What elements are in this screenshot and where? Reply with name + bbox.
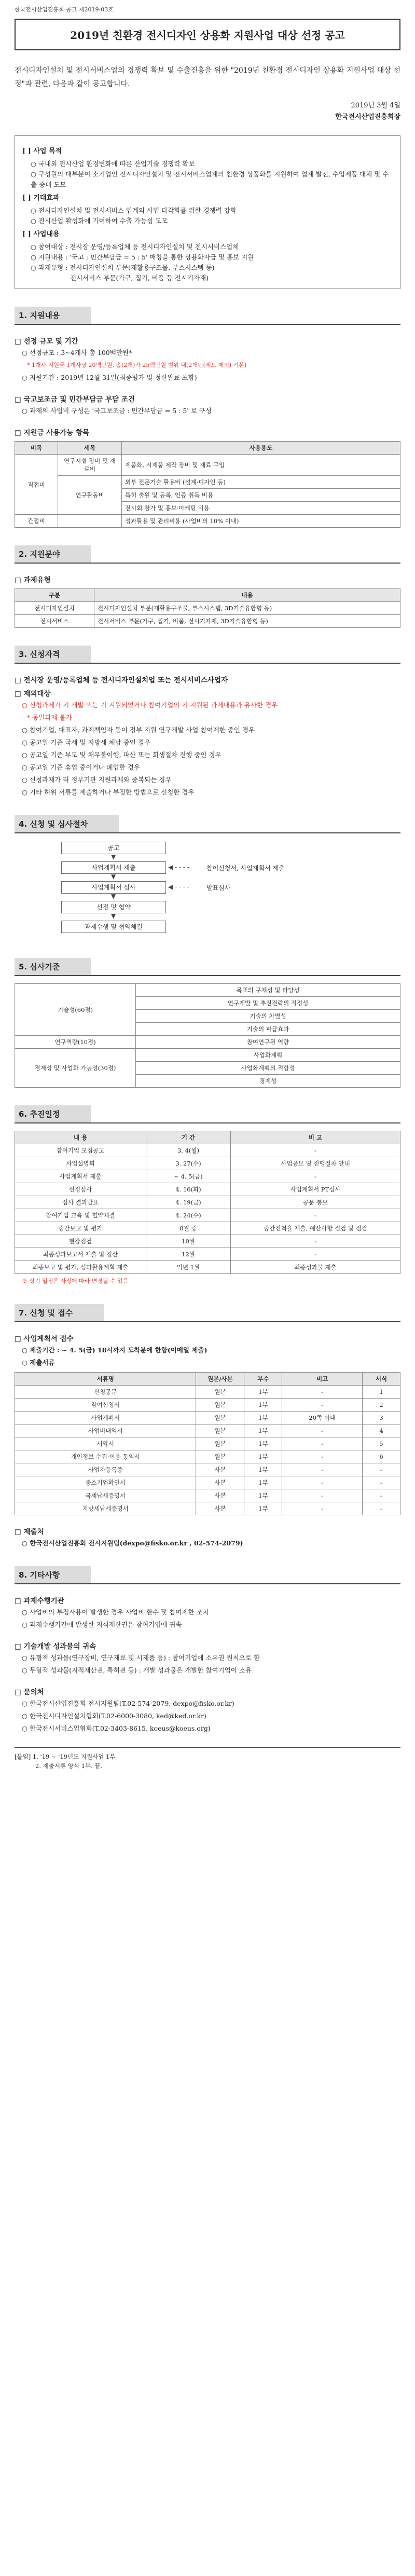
subheading: □ 문의처	[15, 1688, 44, 1696]
text-line: ○ 신청과제가 기 개발 또는 기 지원되었거나 참여기업의 기 지원된 과제내용과 유사한 경우	[22, 701, 278, 709]
text-line: ○ 과제수행기간에 발생한 지식재산권은 참여기업에 귀속	[22, 1621, 182, 1628]
table-cell: 전시디자인설치 부문(재활용구조물, 부스시스템, 3D기술융합형 등)	[94, 602, 400, 615]
summary-line: 전시서비스 부문(가구, 집기, 비품 등 전시기자재)	[70, 274, 209, 282]
table-cell: 사업화계획의 적합성	[136, 1062, 400, 1075]
table-cell: -	[363, 1463, 400, 1476]
contact-line: ○ 한국전시서비스업협회(T.02-3403-8615, koeus@koeus.org)	[22, 1724, 211, 1732]
table-row	[15, 476, 400, 489]
flow-side-note: 참여신청서, 사업계획서 제출	[206, 865, 285, 872]
table-row	[15, 1261, 400, 1274]
table-cell: -	[282, 1476, 363, 1489]
issuer: 한국전시산업진흥회장	[335, 113, 400, 121]
table-cell: 3. 27(수)	[146, 1157, 231, 1170]
column-header: 부수	[244, 1373, 282, 1386]
table-cell: 연구역량(10점)	[15, 1036, 136, 1049]
section-heading-7	[15, 1304, 400, 1322]
table-cell: 제품화, 시제품 제작 장비 및 재료 구입	[122, 455, 400, 476]
summary-line: ○ 전시디자인설치 및 전시서비스 업계의 사업 다각화를 위한 경쟁력 강화	[31, 207, 237, 214]
table-cell: 8월 중	[146, 1222, 231, 1235]
table-cell: 12월	[146, 1248, 231, 1261]
table-cell: -	[282, 1489, 363, 1502]
table-cell: 최종성과물 제출	[231, 1261, 400, 1274]
table-cell: 원본	[196, 1386, 244, 1399]
column-header: 내용	[94, 589, 400, 602]
table-cell: 기술성(60점)	[15, 984, 136, 1036]
column-header: 내 용	[15, 1131, 146, 1144]
table-cell: 연구활동비	[58, 476, 122, 515]
column-header: 비고	[282, 1373, 363, 1386]
section-heading-6	[15, 1105, 400, 1123]
table-cell: 목표의 구체성 및 타당성	[136, 984, 400, 997]
table-cell: -	[282, 1437, 363, 1450]
section-heading-3	[15, 646, 400, 664]
summary-heading-effect: [ ] 기대효과	[22, 194, 60, 202]
text-line: ○ 사업비의 부정사용이 발생한 경우 사업비 환수 및 참여제한 조치	[22, 1608, 209, 1616]
flow-step: 사업계획서 제출	[61, 861, 166, 874]
table-cell: 5	[363, 1437, 400, 1450]
summary-line: ○ 지원내용 : '국고 : 민간부담금 = 5 : 5' 매칭을 통한 상용화자금 및 홍보 지원	[31, 253, 254, 261]
table-cell: 4. 24(수)	[146, 1209, 231, 1222]
table-cell: 8. 기타사항	[15, 1566, 91, 1583]
table-cell: 경제성 및 사업화 가능성(30점)	[15, 1049, 136, 1088]
table-cell: 현장점검	[15, 1235, 146, 1248]
table-cell: 간접비	[15, 515, 58, 528]
table-cell: 중간보고 및 평가	[15, 1222, 146, 1235]
subheading: □ 과제수행기관	[15, 1597, 64, 1605]
table-cell: 참여연구원 역량	[136, 1036, 400, 1049]
text-line: ○ 유형적 성과물(연구장비, 연구재료 및 시제품 등) : 참여기업에 소유권 원칙으로 함	[22, 1654, 260, 1662]
schedule-note: ※ 상기 일정은 사정에 따라 변경될 수 있음	[22, 1278, 129, 1284]
subheading: □ 제외대상	[15, 690, 51, 698]
table-cell: 전시디자인설치	[15, 602, 94, 615]
table-row	[15, 1437, 400, 1450]
table-cell: 지방세납세증명서	[15, 1502, 196, 1515]
table-cell: 3	[363, 1412, 400, 1424]
table-cell: 외부 전문기술 활용비 (설계·디자인 등)	[122, 476, 400, 489]
table-cell: 4. 16(화)	[146, 1183, 231, 1196]
table-row	[15, 1209, 400, 1222]
table-cell: 5. 심사기준	[15, 958, 91, 975]
table-cell: 1부	[244, 1399, 282, 1412]
table-row	[15, 1157, 400, 1170]
subheading: □ 선정 규모 및 기간	[15, 337, 78, 346]
table-cell: 사본	[196, 1463, 244, 1476]
summary-box	[15, 135, 400, 289]
contact-line: ○ 한국전시산업진흥회 전시지원팀(T.02-574-2079, dexpo@fisko.or.kr)	[22, 1700, 234, 1707]
table-cell: 전시서비스	[15, 615, 94, 628]
table-row	[15, 984, 400, 997]
table-cell: 6. 추진일정	[15, 1105, 91, 1122]
section-heading-4	[15, 815, 400, 833]
table-cell: -	[231, 1170, 400, 1183]
table-cell: 참여기업 모집공고	[15, 1144, 146, 1157]
flow-step: 선정 및 협약	[61, 901, 166, 913]
summary-line: ○ 국내외 전시산업 환경변화에 따른 산업기술 경쟁력 확보	[31, 160, 195, 168]
table-row	[15, 1049, 400, 1062]
notice-document	[15, 0, 400, 1771]
column-header: 구분	[15, 589, 94, 602]
subheading: □ 사업계획서 접수	[15, 1335, 74, 1343]
table-cell: 공문 통보	[231, 1196, 400, 1209]
table-row	[15, 515, 400, 528]
table-cell: 신청공문	[15, 1386, 196, 1399]
evaluation-criteria-table	[15, 983, 400, 1088]
table-cell: -	[282, 1386, 363, 1399]
table-cell: 기술의 파급효과	[136, 1023, 400, 1036]
summary-line: ○ 전시산업 활성화에 기여하여 수출 가능성 도모	[31, 217, 168, 225]
table-row	[15, 1424, 400, 1437]
table-cell: 7. 신청 및 접수	[15, 1304, 104, 1321]
table-row	[15, 455, 400, 476]
schedule-table	[15, 1131, 400, 1274]
table-cell: 3. 신청자격	[15, 646, 91, 663]
note-line: * 1개사 지원금 1개사당 20백만원, 총(2개)가 25백만원 범위 내(2개년(세트 제외) 기본)	[27, 362, 247, 368]
text-line: ○ 참여기업, 대표자, 과제책임자 등이 정부 지원 연구개발 사업 참여제한 중인 경우	[22, 726, 255, 734]
intro-paragraph: 전시디자인설치 및 전시서비스업의 경쟁력 확보 및 수출진흥을 위한 "2019년 친환경 전시디자인 상용화 지원사업 대상 선정"과 관련, 다음과 같이 공고합니다.	[15, 66, 400, 88]
table-cell: 사업화계획	[136, 1049, 400, 1062]
column-header: 서류명	[15, 1373, 196, 1386]
section-heading-2	[15, 545, 400, 564]
table-cell: 1부	[244, 1463, 282, 1476]
table-cell: -	[231, 1209, 400, 1222]
flow-step: 사업계획서 심사	[61, 881, 166, 894]
table-cell: 참여신청서	[15, 1399, 196, 1412]
table-row	[15, 1463, 400, 1476]
table-row	[15, 1144, 400, 1157]
table-cell: -	[282, 1502, 363, 1515]
table-cell: 사업계획서	[15, 1412, 196, 1424]
table-cell: 성과활용 및 관리비용 (사업비의 10% 이내)	[122, 515, 400, 528]
text-line: ○ 신청과제가 타 정부기관 지원과제와 중복되는 경우	[22, 776, 172, 784]
table-cell: 국세납세증명서	[15, 1489, 196, 1502]
text-line: ○ 무형적 성과물(지적재산권, 특허권 등) : 개발 성과물은 개발한 참여기업이 소유	[22, 1666, 252, 1674]
table-cell: 사본	[196, 1489, 244, 1502]
documents-table	[15, 1372, 400, 1515]
table-cell: 4	[363, 1424, 400, 1437]
table-header-row	[15, 589, 400, 602]
note-line: * 동일과제 불가	[27, 714, 72, 721]
summary-line: ○ 구성원의 대부분이 소기업인 전시디자인설치 및 전시서비스업계의 친환경 상품화를 지원하여 업계 발전, 수입제품 대체 및 수출 증대 도모	[31, 170, 389, 188]
table-row	[15, 1235, 400, 1248]
summary-line: ○ 과제유형 : 전시디자인설치 부문(재활용구조물, 부스시스템 등)	[31, 264, 215, 271]
contact-line: ○ 한국전시디자인설치협회(T.02-6000-3080, ked@ked.or.kr)	[22, 1712, 206, 1720]
table-header-row	[15, 442, 400, 455]
project-type-table	[15, 588, 400, 628]
table-row	[15, 1489, 400, 1502]
text-line: ○ 공고일 기준 국세 및 지방세 체납 중인 경우	[22, 738, 150, 746]
table-cell: -	[231, 1248, 400, 1261]
attachment-line: 2. 제출서류 양식 1부. 끝.	[35, 1762, 103, 1770]
table-cell: 심사 결과발표	[15, 1196, 146, 1209]
table-cell: 10월	[146, 1235, 231, 1248]
down-arrow-icon: ▼	[111, 873, 116, 880]
table-cell	[58, 515, 122, 528]
table-row	[15, 1476, 400, 1489]
flow-step: 공고	[61, 842, 166, 854]
text-line: ○ 기타 허위 서류를 제출하거나 부정한 방법으로 신청한 경우	[22, 788, 195, 796]
table-cell: 연구개발 및 추진전략의 적정성	[136, 997, 400, 1010]
table-cell: 익년 1월	[146, 1261, 231, 1274]
table-cell: 6	[363, 1450, 400, 1463]
table-cell: -	[363, 1489, 400, 1502]
summary-heading-content: [ ] 사업내용	[22, 230, 60, 238]
text-line: ○ 공고일 기준 휴업 중이거나 폐업한 경우	[22, 763, 140, 771]
table-row	[15, 1222, 400, 1235]
subheading: □ 국고보조금 및 민간부담금 부담 조건	[15, 395, 135, 404]
subheading: □ 기술개발 성과물의 귀속	[15, 1642, 96, 1651]
table-row	[15, 1386, 400, 1399]
text-line: ○ 제출서류	[22, 1359, 55, 1366]
table-row	[15, 1502, 400, 1515]
right-arrow-icon: ◀ - - - -	[168, 864, 189, 871]
table-cell: -	[231, 1235, 400, 1248]
table-cell: 사업비내역서	[15, 1424, 196, 1437]
down-arrow-icon: ▼	[111, 853, 116, 860]
table-cell: 원본	[196, 1399, 244, 1412]
table-cell: 최종성과보고서 제출 및 정산	[15, 1248, 146, 1261]
submission-contact: ○ 한국전시산업진흥회 전시지원팀(dexpo@fisko.or.kr , 02-574-2079)	[22, 1539, 243, 1547]
table-cell: 사업 목적	[33, 147, 62, 155]
text-line: ○ 공고일 기준 부도 및 채무불이행, 파산 또는 회생절차 진행 중인 경우	[22, 751, 222, 759]
table-cell: 사업계획서 PT심사	[231, 1183, 400, 1196]
table-cell: 1부	[244, 1437, 282, 1450]
table-cell: 기술의 차별성	[136, 1010, 400, 1023]
text-line: ○ 선정규모 : 3~4개사 총 100백만원*	[22, 349, 132, 357]
table-cell: 1부	[244, 1476, 282, 1489]
table-cell: 참여기업 교육 및 협약체결	[15, 1209, 146, 1222]
table-cell: 사업설명회	[15, 1157, 146, 1170]
table-cell: 경제성	[136, 1075, 400, 1088]
text-line: ○ 지원기간 : 2019년 12월 31일(최종평가 및 정산완료 포함)	[22, 374, 197, 381]
section-heading-8	[15, 1566, 400, 1584]
table-cell: 1부	[244, 1502, 282, 1515]
subheading: □ 전시장 운영/등록업체 등 전시디자인설치업 또는 전시서비스사업자	[15, 676, 228, 684]
table-cell: 원본	[196, 1424, 244, 1437]
table-cell: 2. 지원분야	[15, 545, 91, 563]
table-cell: 1부	[244, 1489, 282, 1502]
attachments-footer	[15, 1747, 400, 1771]
table-cell: 사본	[196, 1476, 244, 1489]
summary-heading-purpose: [ ] 사업 목적	[22, 147, 62, 155]
table-cell: 20쪽 이내	[282, 1412, 363, 1424]
document-reference: 한국전시산업진흥회 공고 제2019-03호	[15, 6, 114, 13]
table-cell: ~ 4. 5(금)	[146, 1170, 231, 1183]
table-cell: 사업자등록증	[15, 1463, 196, 1476]
table-cell: -	[363, 1476, 400, 1489]
table-cell: 1. 지원내용	[15, 307, 91, 324]
table-cell: 사업내용	[33, 230, 60, 238]
table-cell: 1부	[244, 1386, 282, 1399]
table-cell: 전시회 참가 및 홍보·마케팅 비용	[122, 502, 400, 515]
table-cell: 1부	[244, 1424, 282, 1437]
table-row	[15, 1412, 400, 1424]
section-heading-5	[15, 958, 400, 976]
flow-side-note: 발표심사	[206, 884, 231, 892]
table-row	[15, 1248, 400, 1261]
table-row	[15, 1183, 400, 1196]
table-row	[15, 602, 400, 615]
table-cell: 1부	[244, 1450, 282, 1463]
table-cell: 기대효과	[33, 194, 60, 202]
table-cell: 특허 출원 및 등록, 인증 취득 비용	[122, 489, 400, 502]
table-cell: 개인정보 수집·이용 동의서	[15, 1450, 196, 1463]
table-cell: 직접비	[15, 455, 58, 515]
table-cell: 원본	[196, 1412, 244, 1424]
text-line: ○ 제출기간 : ~ 4. 5(금) 18시까지 도착분에 한함(이메일 제출)	[22, 1346, 208, 1354]
table-cell: 연구시설 장비 및 재료비	[58, 455, 122, 476]
column-header: 비목	[15, 442, 58, 455]
attachment-line: [붙임] 1. '19 ~ '19년도 지원사업 1부	[15, 1753, 116, 1760]
down-arrow-icon: ▼	[111, 912, 116, 920]
table-cell: 4. 19(금)	[146, 1196, 231, 1209]
table-row	[15, 1196, 400, 1209]
table-cell: 사업공모 및 진행절차 안내	[231, 1157, 400, 1170]
subheading: □ 과제유형	[15, 576, 51, 584]
table-cell: 2	[363, 1399, 400, 1412]
table-cell: -	[363, 1502, 400, 1515]
table-cell: 사업계획서 제출	[15, 1170, 146, 1183]
table-cell: -	[282, 1463, 363, 1476]
table-cell: -	[282, 1424, 363, 1437]
table-cell: 전시서비스 부문(가구, 집기, 비품, 전시기자재, 3D기술융합형 등)	[94, 615, 400, 628]
column-header: 서식	[363, 1373, 400, 1386]
table-cell: 사본	[196, 1502, 244, 1515]
table-cell: 중소기업확인서	[15, 1476, 196, 1489]
table-cell: 최종보고 및 평가, 성과활용계획 제출	[15, 1261, 146, 1274]
summary-line: ○ 참여대상 : 전시장 운영/등록업체 등 전시디자인설치 및 전시서비스업체	[31, 243, 239, 251]
text-line: ○ 과제의 사업비 구성은 '국고보조금 : 민간부담금 = 5 : 5' 로 구성	[22, 407, 212, 415]
table-row	[15, 1170, 400, 1183]
process-flowchart	[15, 842, 400, 940]
table-cell: -	[282, 1399, 363, 1412]
table-row	[15, 1399, 400, 1412]
table-row	[15, 615, 400, 628]
table-cell: 선정심사	[15, 1183, 146, 1196]
table-cell: 원본	[196, 1437, 244, 1450]
subheading: □ 지원금 사용가능 항목	[15, 429, 90, 437]
column-header: 비 고	[231, 1131, 400, 1144]
flow-step: 과제수행 및 협약체결	[61, 921, 166, 933]
table-cell: 1부	[244, 1412, 282, 1424]
table-row	[15, 1036, 400, 1049]
column-header: 세목	[58, 442, 122, 455]
page-title: 2019년 친환경 전시디자인 상용화 지원사업 대상 선정 공고	[15, 19, 400, 50]
table-cell: -	[231, 1144, 400, 1157]
down-arrow-icon: ▼	[111, 893, 116, 900]
table-cell: 원본	[196, 1450, 244, 1463]
table-row	[15, 1450, 400, 1463]
budget-table	[15, 441, 400, 528]
table-cell: 중간진척율 제출, 예산사항 점검 및 점검	[231, 1222, 400, 1235]
table-cell: -	[282, 1450, 363, 1463]
table-header-row	[15, 1373, 400, 1386]
table-header-row	[15, 1131, 400, 1144]
right-arrow-icon: ◀ - - - -	[168, 883, 189, 890]
column-header: 원본/사본	[196, 1373, 244, 1386]
table-cell: 4. 신청 및 심사절차	[15, 815, 119, 832]
table-cell: 서약서	[15, 1437, 196, 1450]
announce-date: 2019년 3월 4일	[351, 102, 400, 109]
section-heading-1	[15, 307, 400, 325]
table-cell: 3. 4(월)	[146, 1144, 231, 1157]
table-cell: 1	[363, 1386, 400, 1399]
column-header: 사용용도	[122, 442, 400, 455]
column-header: 기 간	[146, 1131, 231, 1144]
subheading: □ 제출처	[15, 1528, 44, 1536]
